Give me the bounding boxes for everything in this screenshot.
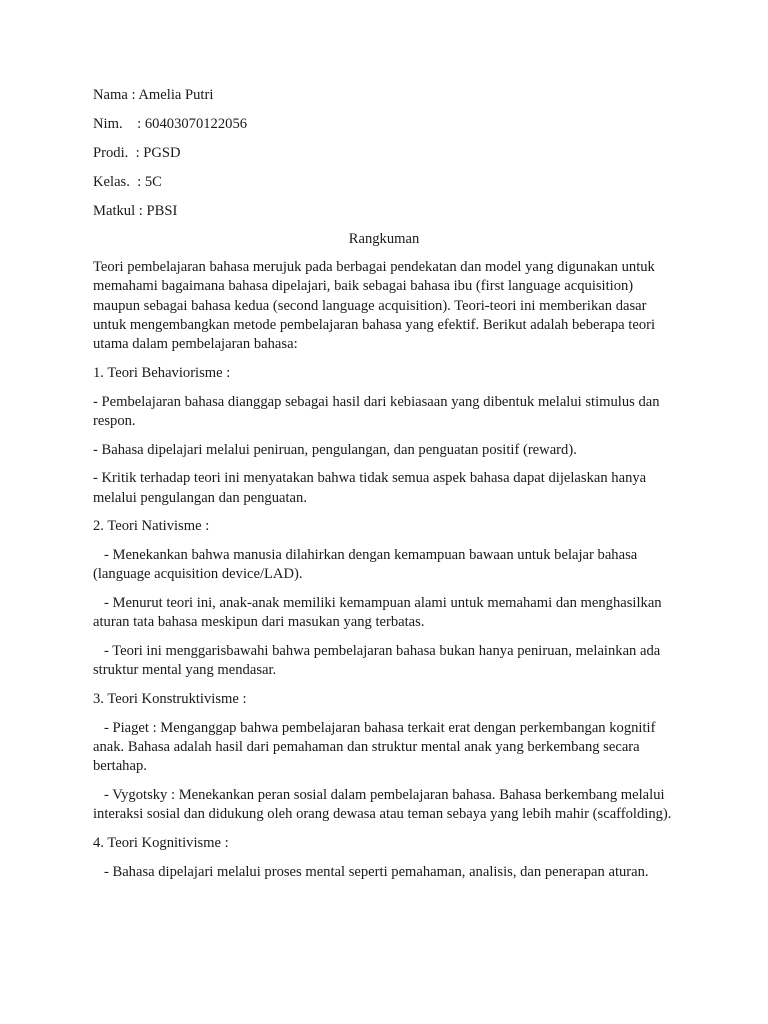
intro-paragraph: Teori pembelajaran bahasa merujuk pada berbagai pendekatan dan model yang digunakan untuk memahami bagaimana bahasa dipelajari, baik sebagai bahasa ibu (first language acquisition) maupun sebagai bahasa kedua (second language acquisition). Teori-teori ini memberikan dasar untuk mengembangkan metode pembelajaran bahasa yang efektif. Berikut adalah beberapa teori utama dalam pembelajaran bahasa:	[93, 259, 659, 353]
section-kognitivisme	[93, 834, 675, 882]
section-point: - Piaget : Menganggap bahwa pembelajaran bahasa terkait erat dengan perkembangan kognitif anak. Bahasa adalah hasil dari pemahaman dan struktur mental anak yang berkembang secara bertahap.	[93, 719, 660, 775]
student-kelas: Kelas. : 5C	[93, 173, 162, 190]
section-heading: 1. Teori Behaviorisme :	[93, 365, 231, 382]
student-prodi: Prodi. : PGSD	[93, 144, 181, 161]
section-point: - Pembelajaran bahasa dianggap sebagai hasil dari kebiasaan yang dibentuk melalui stimulus dan respon.	[93, 393, 664, 430]
document-content	[93, 86, 675, 891]
section-heading: 4. Teori Kognitivisme :	[93, 834, 229, 851]
section-nativisme	[93, 517, 675, 680]
section-point: - Menekankan bahwa manusia dilahirkan dengan kemampuan bawaan untuk belajar bahasa (language acquisition device/LAD).	[93, 547, 641, 583]
section-point: - Bahasa dipelajari melalui peniruan, pengulangan, dan penguatan positif (reward).	[93, 441, 577, 458]
section-point: - Bahasa dipelajari melalui proses mental seperti pemahaman, analisis, dan penerapan aturan.	[93, 863, 649, 880]
section-heading: 3. Teori Konstruktivisme :	[93, 691, 247, 708]
section-behaviorisme	[93, 364, 675, 508]
section-point: - Vygotsky : Menekankan peran sosial dalam pembelajaran bahasa. Bahasa berkembang melalui interaksi sosial dan didukung oleh orang dewasa atau teman sebaya yang lebih mahir (scaffolding).	[93, 786, 672, 823]
document-title: Rangkuman	[348, 230, 420, 247]
student-name: Nama : Amelia Putri	[93, 87, 214, 103]
section-point: - Kritik terhadap teori ini menyatakan bahwa tidak semua aspek bahasa dapat dijelaskan hanya melalui pengulangan dan penguatan.	[93, 470, 650, 506]
section-point: - Teori ini menggarisbawahi bahwa pembelajaran bahasa bukan hanya peniruan, melainkan ada struktur mental yang mendasar.	[93, 643, 664, 679]
course-name: Matkul : PBSI	[93, 202, 178, 219]
section-point: - Menurut teori ini, anak-anak memiliki kemampuan alami untuk memahami dan menghasilkan aturan tata bahasa meskipun dari masukan yang terbatas.	[93, 595, 666, 631]
section-konstruktivisme	[93, 690, 675, 825]
student-nim: Nim. : 60403070122056	[93, 115, 248, 132]
section-heading: 2. Teori Nativisme :	[93, 518, 210, 535]
